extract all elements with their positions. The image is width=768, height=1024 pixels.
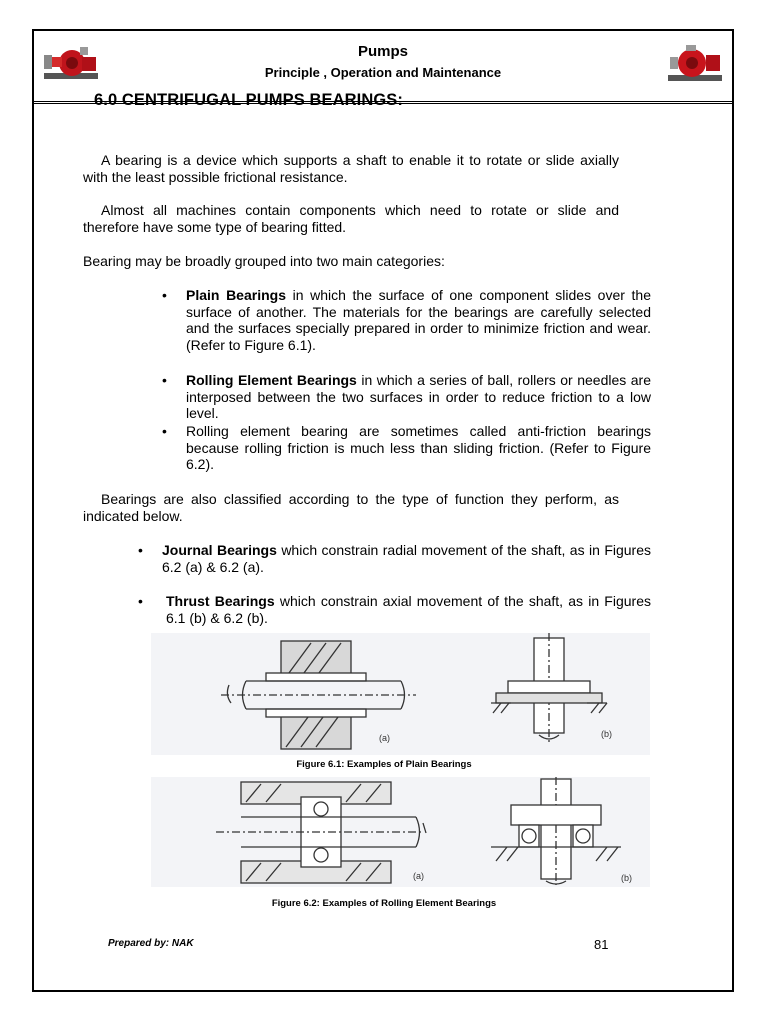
bullet-dot: • [138, 542, 143, 558]
bullet-anti-friction: Rolling element bearing are sometimes called anti-friction bearings because rolling friction is much less than sliding friction. (Refer to Figure 6.2). [186, 423, 651, 473]
figure-6-2-caption: Figure 6.2: Examples of Rolling Element Bearings [271, 898, 497, 909]
label-a: (a) [413, 871, 424, 881]
page-number: 81 [594, 937, 609, 952]
bullet-dot: • [138, 593, 143, 609]
header-title: Pumps [357, 43, 408, 60]
figure-plain-bearings [151, 633, 650, 755]
figure-6-1-caption: Figure 6.1: Examples of Plain Bearings [296, 759, 472, 770]
bullet-rolling-element-bearings: Rolling Element Bearings in which a series of ball, rollers or needles are interposed between the two surfaces in order to reduce friction to a low level. [186, 372, 651, 422]
paragraph-1: A bearing is a device which supports a shaft to enable it to rotate or slide axially with the least possible frictional resistance. [83, 152, 619, 185]
label-b: (b) [601, 729, 612, 739]
label-b: (b) [621, 873, 632, 883]
section-title: 6.0 CENTRIFUGAL PUMPS BEARINGS: [94, 91, 403, 109]
paragraph-3: Bearing may be broadly grouped into two main categories: [83, 253, 445, 269]
paragraph-4: Bearings are also classified according to the type of function they perform, as indicated below. [83, 491, 619, 524]
bullet-journal-bearings: Journal Bearings which constrain radial movement of the shaft, as in Figures 6.2 (a) & 6.2 (a). [162, 542, 652, 575]
label-a: (a) [379, 733, 390, 743]
pump-image-right [666, 43, 724, 89]
footer-prepared-by: Prepared by: NAK [108, 938, 194, 949]
bullet-dot: • [162, 372, 167, 388]
bullet-dot: • [162, 287, 167, 303]
figure-rolling-element-bearings [151, 777, 650, 887]
bullet-dot: • [162, 423, 167, 439]
bullet-plain-bearings: Plain Bearings in which the surface of one component slides over the surface of another. The materials for the bearings are carefully selected and the surfaces specially prepared in order to minimize friction and wear. (Refer to Figure 6.1). [186, 287, 651, 353]
header-subtitle: Principle , Operation and Maintenance [264, 65, 502, 80]
paragraph-2: Almost all machines contain components which need to rotate or slide and therefore have some type of bearing fitted. [83, 202, 619, 235]
bullet-thrust-bearings: Thrust Bearings which constrain axial movement of the shaft, as in Figures 6.1 (b) & 6.2 (b). [166, 593, 651, 626]
